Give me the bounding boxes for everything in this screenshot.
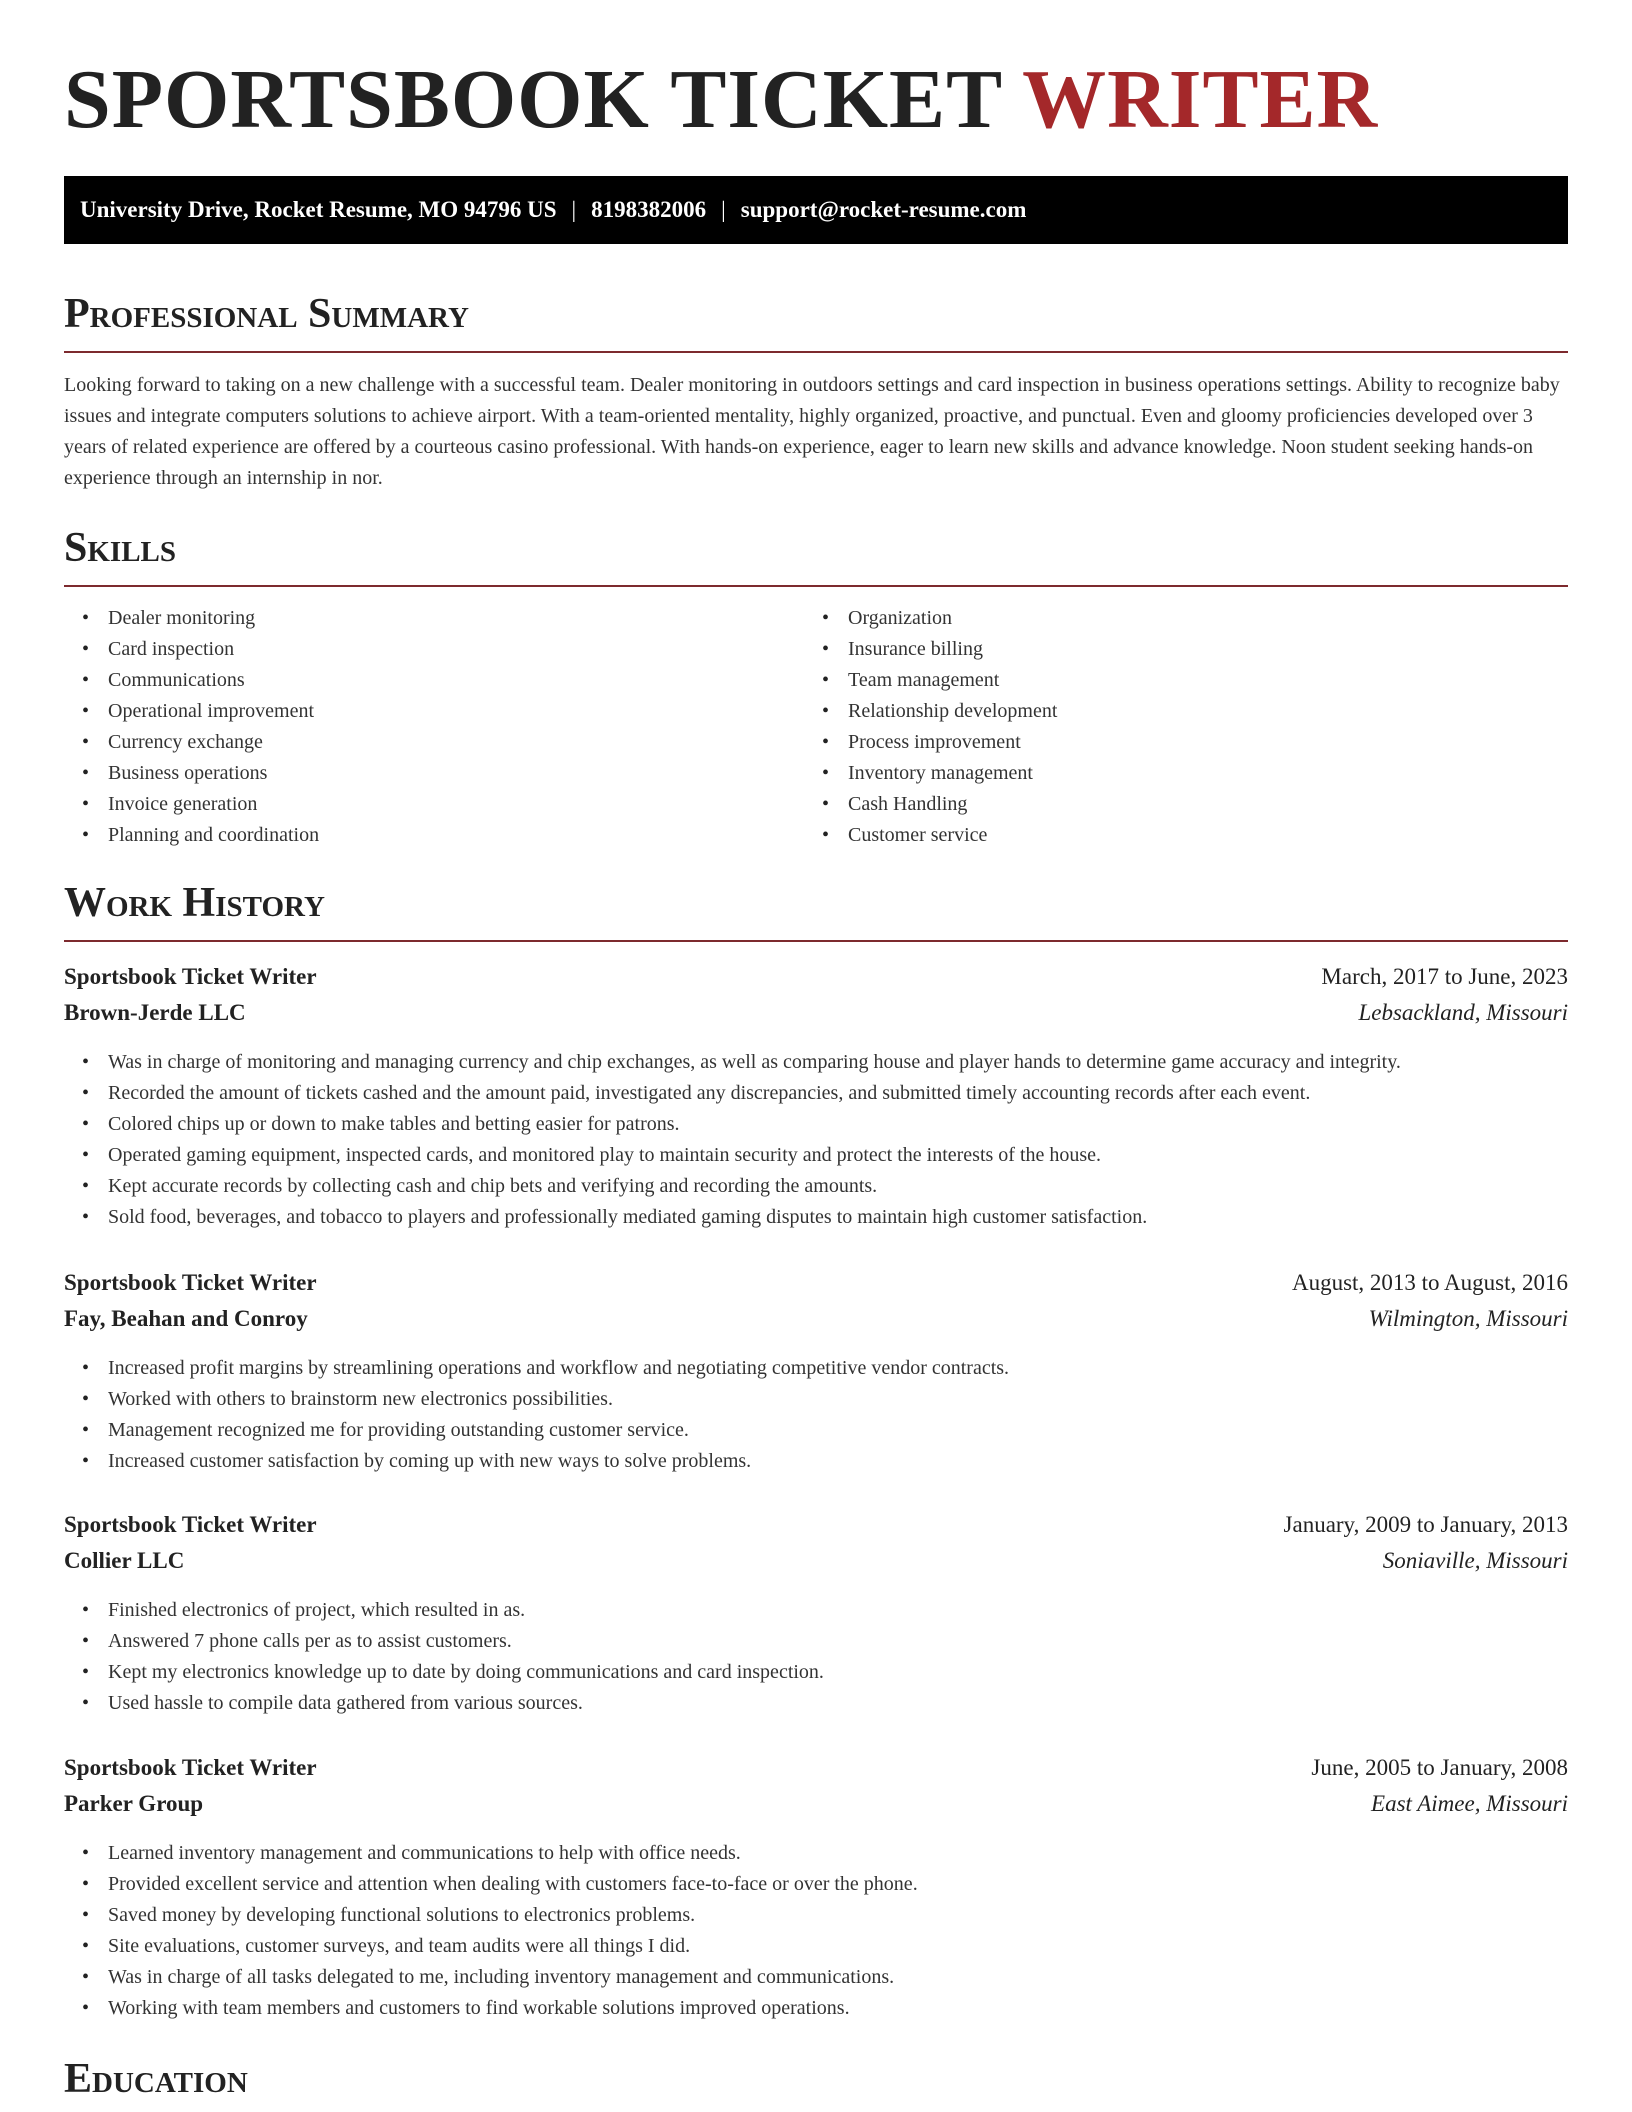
contact-separator: |	[571, 197, 577, 222]
job-duty: • Increased profit margins by streamlining operations and workflow and negotiating competitive vendor contracts.	[64, 1353, 1009, 1384]
job-duty: • Saved money by developing functional solutions to electronics problems.	[64, 1900, 918, 1931]
skill-item: • Business operations	[64, 758, 319, 789]
skill-item: • Insurance billing	[804, 634, 1057, 665]
skill-item: • Process improvement	[804, 727, 1057, 758]
contact-email: support@rocket-resume.com	[740, 197, 1027, 222]
skill-item: • Card inspection	[64, 634, 319, 665]
job-title: Sportsbook Ticket Writer	[64, 1755, 317, 1780]
job-entry	[64, 1265, 1568, 1472]
contact-address: University Drive, Rocket Resume, MO 94796 US	[80, 197, 557, 222]
job-title: Sportsbook Ticket Writer	[64, 1270, 317, 1295]
job-duty: • Learned inventory management and communications to help with office needs.	[64, 1838, 918, 1869]
job-duty: • Site evaluations, customer surveys, and team audits were all things I did.	[64, 1931, 918, 1962]
job-duty: • Sold food, beverages, and tobacco to players and professionally mediated gaming disputes to maintain high customer satisfaction.	[64, 1202, 1401, 1233]
skill-item: • Operational improvement	[64, 696, 319, 727]
summary-divider	[64, 351, 1568, 353]
skills-column-left	[64, 603, 319, 851]
contact-phone: 8198382006	[591, 197, 707, 222]
job-duty: • Answered 7 phone calls per as to assist customers.	[64, 1626, 824, 1657]
job-location: East Aimee, Missouri	[1371, 1791, 1568, 1816]
summary-text: Looking forward to taking on a new challenge with a successful team. Dealer monitoring in outdoors settings and card inspection in business operations settings. Ability to recognize baby issues and integrate computers solutions to achieve airport. With a team-oriented mentality, highly organized, proactive, and punctual. Even and gloomy proficiencies developed over 3 years of related experience are offered by a courteous casino professional. With hands-on experience, eager to learn new skills and advance knowledge. Noon student seeking hands-on experience through an internship in nor.	[64, 374, 1560, 489]
job-duty: • Worked with others to brainstorm new electronics possibilities.	[64, 1384, 1009, 1415]
skill-item: • Dealer monitoring	[64, 603, 319, 634]
job-duty: • Management recognized me for providing outstanding customer service.	[64, 1415, 1009, 1446]
job-entry	[64, 1507, 1568, 1714]
skill-item: • Customer service	[804, 820, 1057, 851]
job-duty: • Provided excellent service and attention when dealing with customers face-to-face or over the phone.	[64, 1869, 918, 1900]
job-duty: • Was in charge of all tasks delegated to me, including inventory management and communications.	[64, 1962, 918, 1993]
job-duty: • Was in charge of monitoring and managing currency and chip exchanges, as well as comparing house and player hands to determine game accuracy and integrity.	[64, 1047, 1401, 1078]
job-duty: • Kept accurate records by collecting cash and chip bets and verifying and recording the amounts.	[64, 1171, 1401, 1202]
job-duty: • Operated gaming equipment, inspected cards, and monitored play to maintain security and protect the interests of the house.	[64, 1140, 1401, 1171]
job-location: Wilmington, Missouri	[1368, 1306, 1568, 1331]
contact-separator: |	[721, 197, 726, 222]
skills-column-right	[804, 603, 1057, 851]
job-duty: • Increased customer satisfaction by coming up with new ways to solve problems.	[64, 1446, 1009, 1477]
job-company: Parker Group	[64, 1791, 204, 1816]
resume-name	[64, 53, 1379, 146]
job-title: Sportsbook Ticket Writer	[64, 964, 317, 989]
job-duty: • Kept my electronics knowledge up to date by doing communications and card inspection.	[64, 1657, 824, 1688]
job-company: Fay, Beahan and Conroy	[64, 1306, 308, 1331]
skill-item: • Cash Handling	[804, 789, 1057, 820]
skills-heading: Skills	[64, 525, 177, 571]
skill-item: • Invoice generation	[64, 789, 319, 820]
contact-bar	[64, 176, 1568, 244]
education-heading: Education	[64, 2056, 248, 2102]
name-accent: WRITER	[1022, 53, 1379, 146]
job-duty: • Working with team members and customers to find workable solutions improved operations.	[64, 1993, 918, 2024]
skill-item: • Team management	[804, 665, 1057, 696]
skill-item: • Communications	[64, 665, 319, 696]
skill-item: • Currency exchange	[64, 727, 319, 758]
job-title: Sportsbook Ticket Writer	[64, 1512, 317, 1537]
name-main: SPORTSBOOK TICKET	[64, 53, 1002, 146]
job-company: Brown-Jerde LLC	[64, 1000, 246, 1025]
job-dates: March, 2017 to June, 2023	[1321, 964, 1568, 989]
job-duties	[64, 1838, 918, 2024]
job-entry	[64, 959, 1568, 1228]
job-entry	[64, 1750, 1568, 2019]
job-duty: • Finished electronics of project, which resulted in as.	[64, 1595, 824, 1626]
skill-item: • Relationship development	[804, 696, 1057, 727]
skills-divider	[64, 585, 1568, 587]
job-duty: • Used hassle to compile data gathered from various sources.	[64, 1688, 824, 1719]
job-duties	[64, 1353, 1009, 1477]
job-company: Collier LLC	[64, 1548, 185, 1573]
job-dates: August, 2013 to August, 2016	[1291, 1270, 1568, 1295]
job-dates: June, 2005 to January, 2008	[1311, 1755, 1568, 1780]
work-history-divider	[64, 940, 1568, 942]
skill-item: • Inventory management	[804, 758, 1057, 789]
job-duties	[64, 1047, 1401, 1233]
job-duty: • Recorded the amount of tickets cashed and the amount paid, investigated any discrepancies, and submitted timely accounting records after each event.	[64, 1078, 1401, 1109]
skill-item: • Organization	[804, 603, 1057, 634]
skill-item: • Planning and coordination	[64, 820, 319, 851]
job-duty: • Colored chips up or down to make tables and betting easier for patrons.	[64, 1109, 1401, 1140]
job-dates: January, 2009 to January, 2013	[1283, 1512, 1568, 1537]
job-location: Lebsackland, Missouri	[1358, 1000, 1568, 1025]
work-history-heading: Work History	[64, 880, 325, 926]
job-duties	[64, 1595, 824, 1719]
job-location: Soniaville, Missouri	[1382, 1548, 1568, 1573]
summary-heading: Professional Summary	[64, 291, 469, 337]
